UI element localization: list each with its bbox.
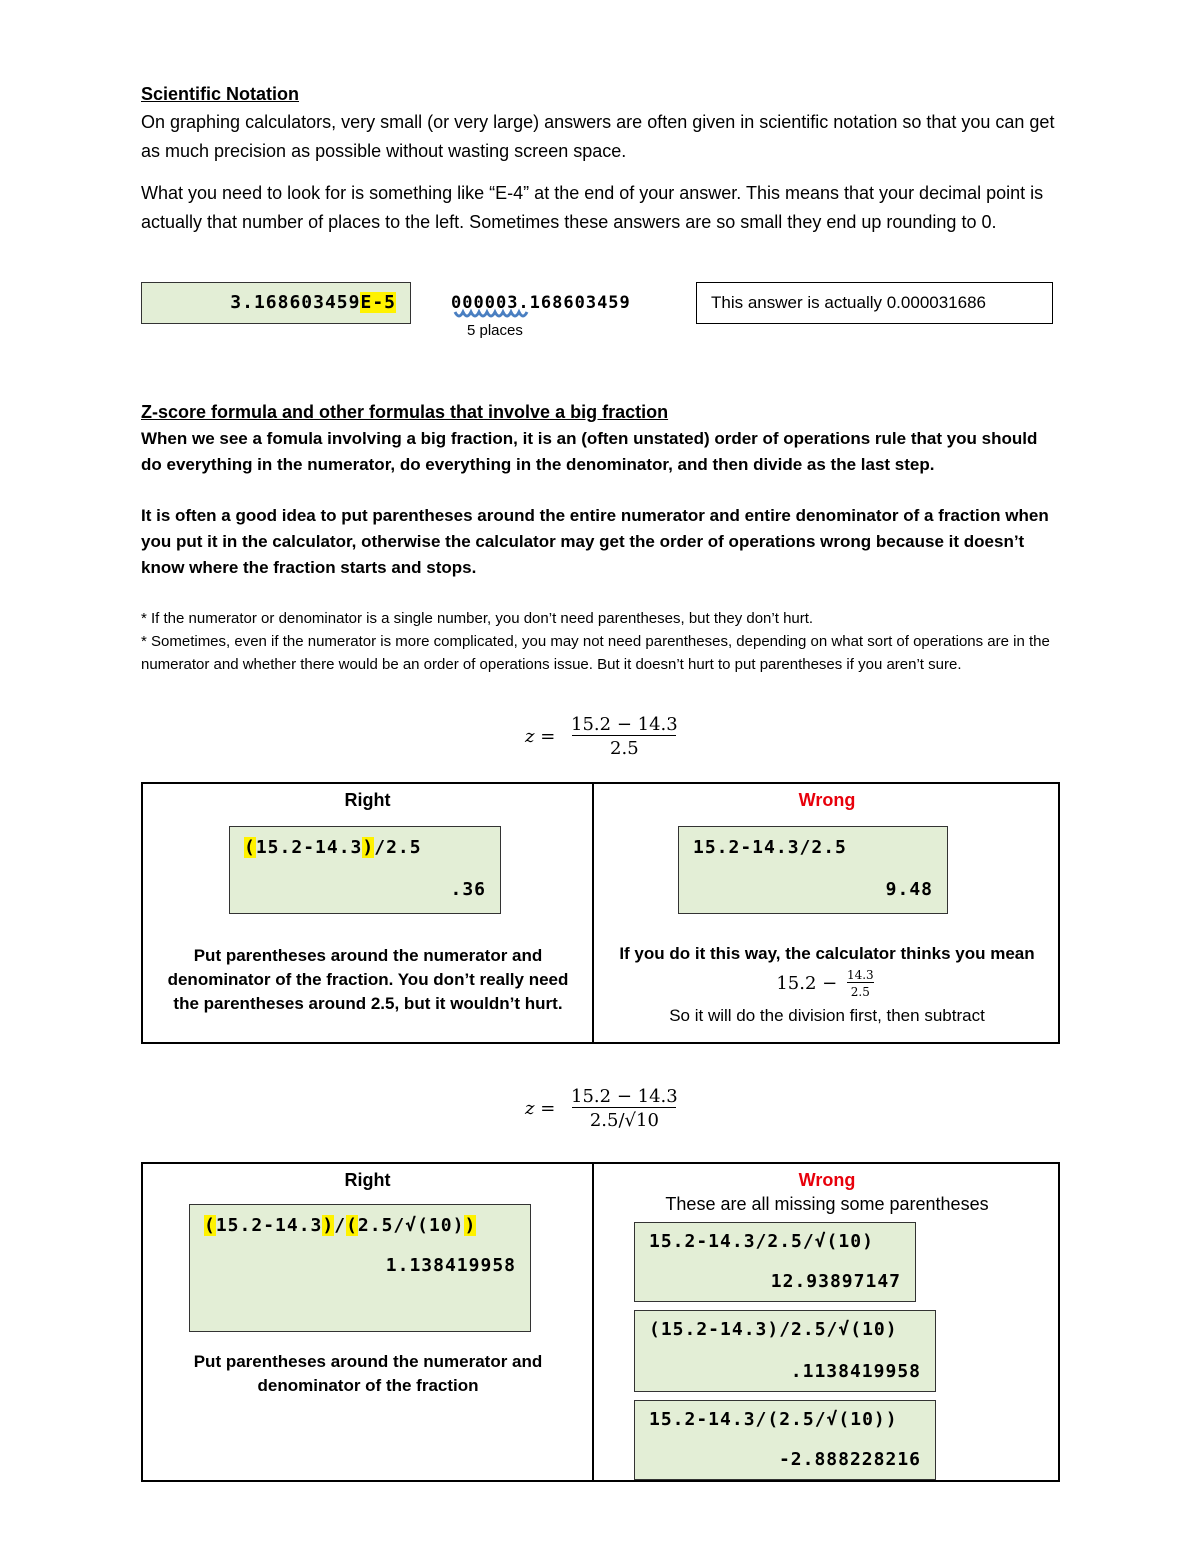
table-2-right-input: (15.2-14.3)/(2.5/√(10)) [204, 1215, 477, 1236]
table-2-right-result: 1.138419958 [385, 1255, 516, 1276]
table-2-wrong-subtitle: These are all missing some parentheses [665, 1194, 989, 1214]
table-1-right-header: Right [344, 790, 391, 810]
calc-exponent: E-5 [360, 292, 396, 313]
formula-2 [525, 1086, 682, 1131]
shift-zeros: 00000 [451, 293, 508, 313]
formula-1 [525, 714, 682, 759]
zscore-note-2: * Sometimes, even if the numerator is more complicated, you may not need parentheses, depending on what sort of operations are in the numerator and whether there would be an order of operations issue. But it doesn’t hurt to put parentheses if you aren’t sure. [141, 633, 1050, 673]
zscore-paragraph-1: When we see a fomula involving a big fraction, it is an (often unstated) order of operations rule that you should do everything in the numerator, do everything in the denominator, and then divide as the last step. [141, 429, 1038, 474]
table-1-wrong-caption-2: So it will do the division first, then subtract [669, 1006, 985, 1025]
formula-2-denominator: 2.5/√10 [572, 1107, 676, 1131]
table-1-right-caption: Put parentheses around the numerator and denominator of the fraction. You don’t really need the parentheses around 2.5, but it wouldn’t hurt. [167, 946, 569, 1013]
table-2-right-calc [189, 1204, 531, 1332]
zscore-title: Z-score formula and other formulas that involve a big fraction [141, 402, 669, 422]
comparison-table-2 [141, 1162, 1060, 1482]
table-2-wrong-1-input: 15.2-14.3/2.5/√(10) [649, 1231, 874, 1252]
calc-value [230, 292, 396, 313]
table-2-wrong-3-result: -2.888228216 [778, 1449, 921, 1470]
table-1-wrong-header: Wrong [798, 790, 856, 810]
table-2-wrong-2-input: (15.2-14.3)/2.5/√(10) [649, 1319, 898, 1340]
sci-paragraphs [141, 108, 1061, 236]
formula-2-lhs: z = [525, 1098, 556, 1119]
formula-1-denominator: 2.5 [572, 735, 676, 759]
table-2-wrong-calc-3 [634, 1400, 936, 1480]
zscore-notes [141, 607, 1061, 676]
formula-2-numerator: 15.2 − 14.3 [571, 1086, 678, 1107]
sci-paragraph-2: What you need to look for is something like “E-4” at the end of your answer. This means that your decimal point is actually that number of places to the left. Sometimes these answers are so small they end up rounding to 0. [141, 183, 1044, 232]
table-1-right-calc [229, 826, 501, 914]
table-1-wrong-result: 9.48 [885, 879, 933, 900]
table-2-wrong-calc-2 [634, 1310, 936, 1392]
table-1-right-input: (15.2-14.3)/2.5 [244, 837, 422, 858]
table-2-wrong-calc-1 [634, 1222, 916, 1302]
table-2-right-header: Right [344, 1170, 391, 1190]
places-label: 5 places [467, 322, 523, 339]
formula-1-lhs: z = [525, 726, 556, 747]
calc-screen-scientific [141, 282, 411, 324]
sci-paragraph-1: On graphing calculators, very small (or very large) answers are often given in scientific notation so that you can get as much precision as possible without wasting screen space. [141, 112, 1055, 161]
comparison-table-1 [141, 782, 1060, 1044]
zscore-note-1: * If the numerator or denominator is a single number, you don’t need parentheses, but they don’t hurt. [141, 610, 814, 627]
shift-rest: 3.168603459 [507, 293, 631, 313]
table-1-right-result: .36 [450, 879, 486, 900]
table-2-wrong-header: Wrong [798, 1170, 856, 1190]
table-2-wrong-1-result: 12.93897147 [770, 1271, 901, 1292]
table-1-divider [592, 784, 594, 1042]
answer-box [696, 282, 1053, 324]
table-1-wrong-calc [678, 826, 948, 914]
answer-text: This answer is actually 0.000031686 [711, 293, 986, 312]
calc-mantissa: 3.168603459 [230, 292, 361, 313]
table-1-wrong-expression: 15.2 − $\frac{14.3}{2.5}$ [594, 968, 1060, 999]
table-1-wrong-fraction: $\frac{14.3}{2.5}$ [846, 968, 874, 999]
formula-2-fraction [567, 1086, 682, 1131]
sci-title: Scientific Notation [141, 84, 300, 104]
table-1-wrong-caption-1: If you do it this way, the calculator thinks you mean [619, 944, 1035, 963]
table-2-right-caption: Put parentheses around the numerator and denominator of the fraction [193, 1352, 543, 1395]
table-2-wrong-3-input: 15.2-14.3/(2.5/√(10)) [649, 1409, 898, 1430]
table-1-wrong-input: 15.2-14.3/2.5 [693, 837, 847, 858]
table-2-wrong-2-result: .1138419958 [790, 1361, 921, 1382]
formula-1-fraction [567, 714, 682, 759]
zscore-paragraph-2: It is often a good idea to put parentheses around the entire numerator and entire denominator of a fraction when you put it in the calculator, otherwise the calculator may get the order of operations wrong because it doesn’t know where the fraction starts and stops. [141, 506, 1049, 577]
formula-1-numerator: 15.2 − 14.3 [571, 714, 678, 735]
